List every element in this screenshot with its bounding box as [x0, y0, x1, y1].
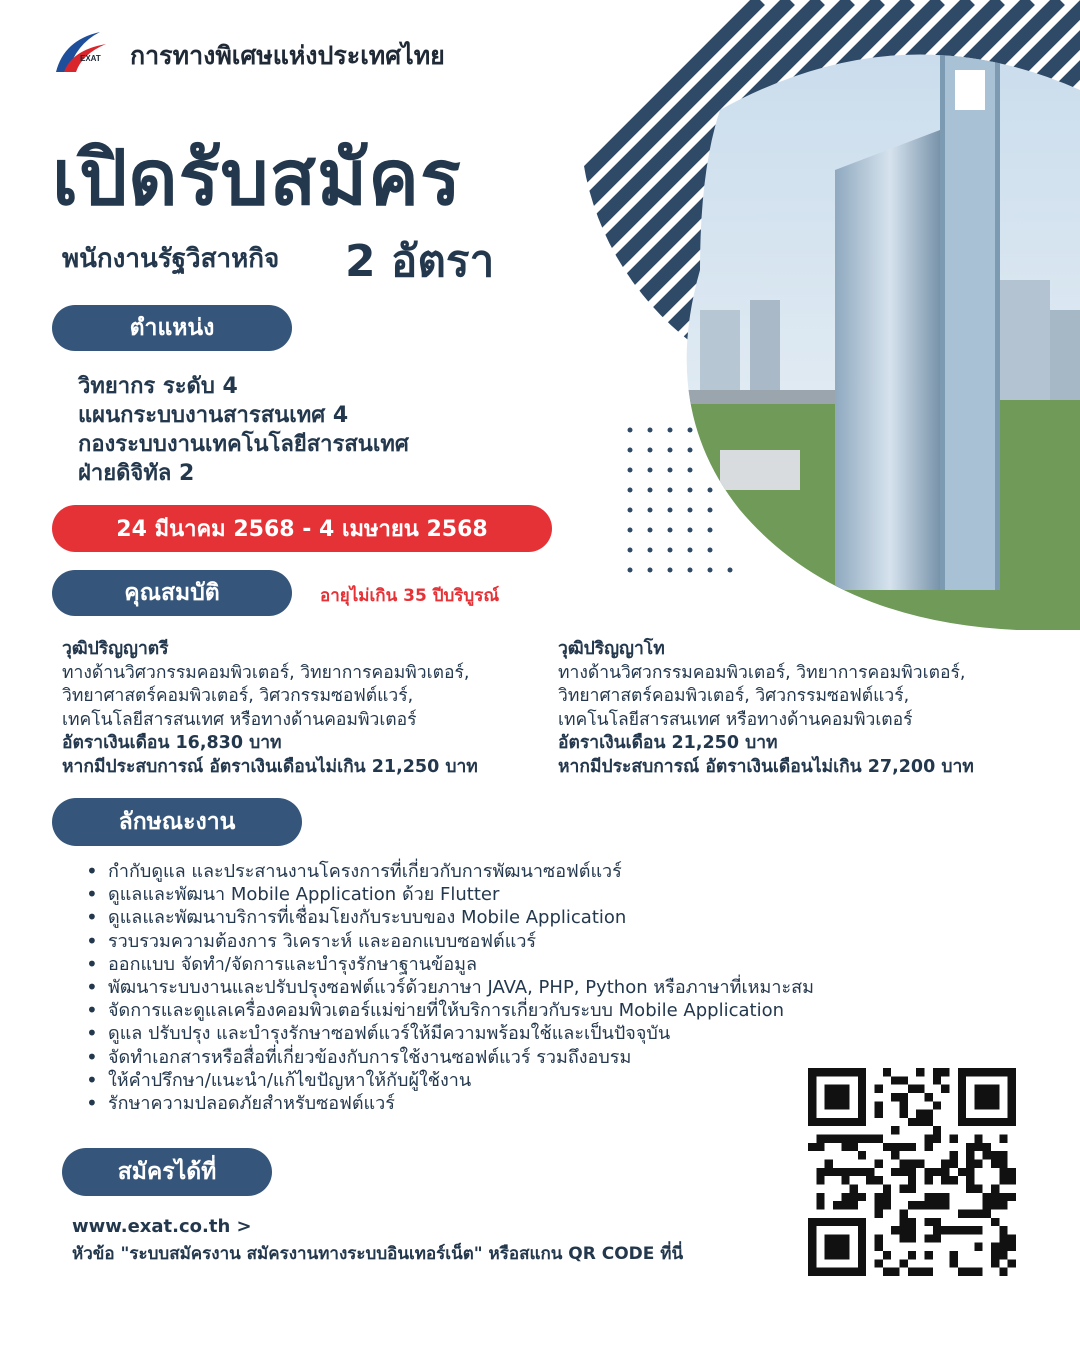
bachelor-salary: อัตราเงินเดือน 16,830 บาท	[62, 733, 282, 753]
bachelor-field: ทางด้านวิศวกรรมคอมพิวเตอร์, วิทยาการคอมพิวเตอร์,	[62, 662, 470, 683]
org-name: การทางพิเศษแห่งประเทศไทย	[130, 41, 445, 70]
duties-label: ลักษณะงาน	[52, 798, 302, 846]
main-title: เปิดรับสมัคร	[52, 133, 462, 222]
duty-item: • กำกับดูแล และประสานงานโครงการที่เกี่ยวกับการพัฒนาซอฟต์แวร์	[86, 860, 906, 883]
master-salary: อัตราเงินเดือน 21,250 บาท	[558, 733, 778, 753]
bachelor-experienced-salary: หากมีประสบการณ์ อัตราเงินเดือนไม่เกิน 21,250 บาท	[62, 756, 478, 777]
master-qualification	[558, 638, 1058, 779]
qr-code-icon[interactable]	[808, 1068, 1016, 1276]
bachelor-field: เทคโนโลยีสารสนเทศ หรือทางด้านคอมพิวเตอร์	[62, 709, 417, 730]
bachelor-heading: วุฒิปริญญาตรี	[62, 639, 169, 659]
position-line: วิทยากร ระดับ 4	[78, 374, 238, 399]
apply-url-link[interactable]: www.exat.co.th >	[72, 1216, 252, 1237]
duty-item: • ออกแบบ จัดทำ/จัดการและบำรุงรักษาฐานข้อมูล	[86, 953, 906, 976]
master-heading: วุฒิปริญญาโท	[558, 639, 665, 659]
bachelor-qualification	[62, 638, 562, 779]
subtitle: พนักงานรัฐวิสาหกิจ	[62, 244, 280, 274]
position-details	[78, 372, 409, 488]
qualification-label: คุณสมบัติ	[52, 570, 292, 616]
duty-item: • จัดทำเอกสารหรือสื่อที่เกี่ยวข้องกับการใช้งานซอฟต์แวร์ รวมถึงอบรม	[86, 1046, 906, 1069]
duty-item: • จัดการและดูแลเครื่องคอมพิวเตอร์แม่ข่ายที่ให้บริการเกี่ยวกับระบบ Mobile Application	[86, 999, 906, 1022]
logo-text: EXAT	[80, 54, 101, 63]
positions-count: 2 อัตรา	[345, 236, 495, 287]
position-label: ตำแหน่ง	[52, 305, 292, 351]
master-field: เทคโนโลยีสารสนเทศ หรือทางด้านคอมพิวเตอร์	[558, 709, 913, 730]
age-note: อายุไม่เกิน 35 ปีบริบูรณ์	[320, 586, 500, 606]
application-dates: 24 มีนาคม 2568 - 4 เมษายน 2568	[52, 505, 552, 552]
position-line: ฝ่ายดิจิทัล 2	[78, 461, 195, 486]
duty-item: • ให้คำปรึกษา/แนะนำ/แก้ไขปัญหาให้กับผู้ใช้งาน	[86, 1069, 906, 1092]
master-field: วิทยาศาสตร์คอมพิวเตอร์, วิศวกรรมซอฟต์แวร์,	[558, 686, 910, 706]
exat-logo-icon	[50, 26, 110, 80]
decorative-dots	[620, 400, 740, 580]
apply-description: หัวข้อ "ระบบสมัครงาน สมัครงานทางระบบอินเทอร์เน็ต" หรือสแกน QR CODE ที่นี่	[72, 1244, 684, 1264]
master-experienced-salary: หากมีประสบการณ์ อัตราเงินเดือนไม่เกิน 27,200 บาท	[558, 756, 974, 777]
apply-label: สมัครได้ที่	[62, 1148, 272, 1196]
duty-item: • รวบรวมความต้องการ วิเคราะห์ และออกแบบซอฟต์แวร์	[86, 930, 906, 953]
duties-list	[86, 860, 906, 1115]
duty-item: • พัฒนาระบบงานและปรับปรุงซอฟต์แวร์ด้วยภาษา JAVA, PHP, Python หรือภาษาที่เหมาะสม	[86, 976, 906, 999]
position-line: กองระบบงานเทคโนโลยีสารสนเทศ	[78, 432, 409, 457]
bachelor-field: วิทยาศาสตร์คอมพิวเตอร์, วิศวกรรมซอฟต์แวร์,	[62, 686, 414, 706]
position-line: แผนกระบบงานสารสนเทศ 4	[78, 403, 349, 428]
duty-item: • รักษาความปลอดภัยสำหรับซอฟต์แวร์	[86, 1092, 906, 1115]
duty-item: • ดูแล ปรับปรุง และบำรุงรักษาซอฟต์แวร์ให้มีความพร้อมใช้และเป็นปัจจุบัน	[86, 1022, 906, 1045]
master-field: ทางด้านวิศวกรรมคอมพิวเตอร์, วิทยาการคอมพิวเตอร์,	[558, 662, 966, 683]
duty-item: • ดูแลและพัฒนาบริการที่เชื่อมโยงกับระบบของ Mobile Application	[86, 906, 906, 929]
duty-item: • ดูแลและพัฒนา Mobile Application ด้วย Flutter	[86, 883, 906, 906]
